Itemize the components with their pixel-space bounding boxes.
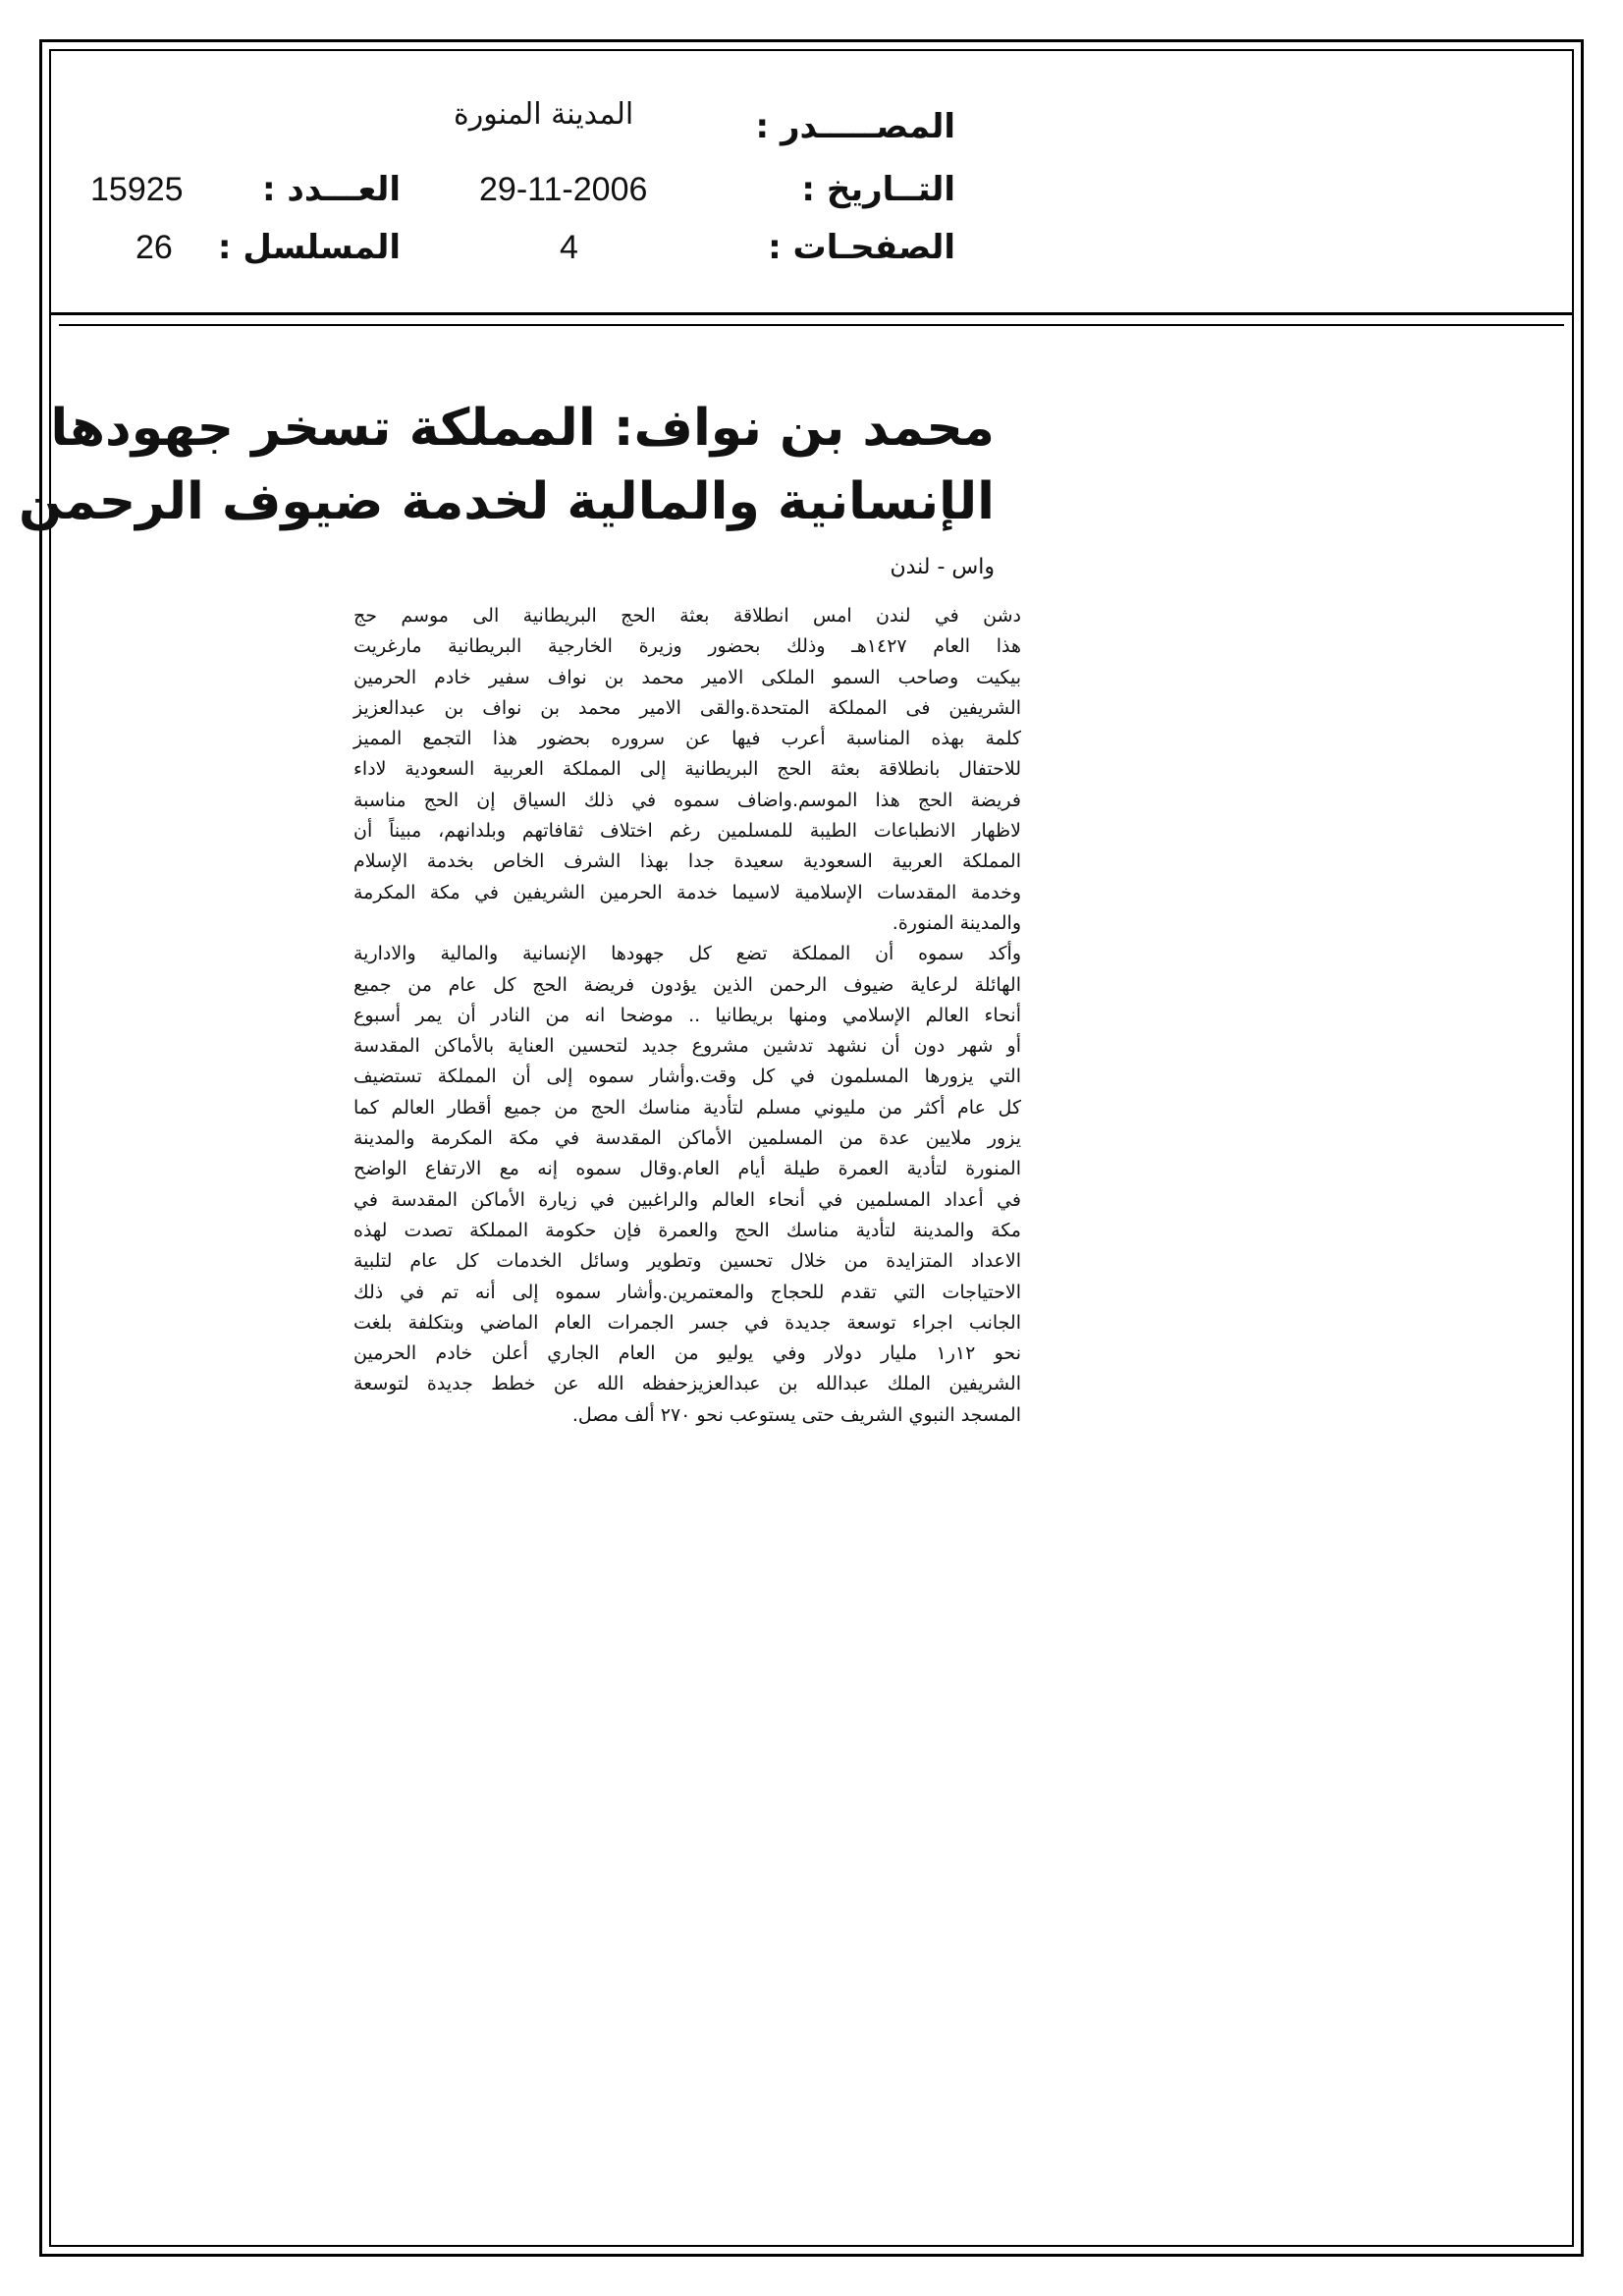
article-text-line: وخدمة المقدسات الإسلامية لاسيما خدمة الحرمين الشريفين في مكة المكرمة (353, 881, 1021, 903)
article-text-line: في أعداد المسلمين في أنحاء العالم والراغبين في زيارة الأماكن المقدسة في (353, 1188, 1021, 1211)
source-value: المدينة المنورة (454, 97, 634, 132)
article-text-line: لاظهار الانطباعات الطيبة للمسلمين رغم اختلاف ثقافاتهم وبلدانهم، مبيناً أن (353, 820, 1021, 843)
article-text-line: الجانب اجراء توسعة جديدة في جسر الجمرات العام الماضي وبتكلفة بلغت (353, 1311, 1021, 1334)
article-headline-line-1: محمد بن نواف: المملكة تسخر جهودها (50, 399, 995, 458)
serial-value: 26 (135, 229, 173, 266)
article-text-line: يزور ملايين عدة من المسلمين الأماكن المقدسة في مكة المكرمة والمدينة (353, 1127, 1021, 1150)
article-text-line: المسجد النبوي الشريف حتى يستوعب نحو ٢٧٠ ألف مصل. (571, 1403, 1021, 1426)
article-text-line: الشريفين الملك عبدالله بن عبدالعزيزحفظه الله عن خطط جديدة لتوسعة (353, 1373, 1021, 1395)
article-text-line: وأكد سموه أن المملكة تضع كل جهودها الإنسانية والمالية والادارية (353, 943, 1021, 965)
article-text-line: كلمة بهذه المناسبة أعرب فيها عن سروره بحضور هذا التجمع المميز (353, 728, 1021, 750)
article-body (353, 601, 1021, 1431)
serial-label: المسلسل : (217, 228, 401, 267)
pages-value: 4 (560, 229, 578, 266)
article-text-line: فريضة الحج هذا الموسم.واضاف سموه في ذلك السياق إن الحج مناسبة (353, 789, 1021, 811)
article-text-line: التي يزورها المسلمون في كل وقت.وأشار سموه إلى أن المملكة تستضيف (353, 1066, 1021, 1088)
article-text-line: والمدينة المنورة. (892, 911, 1021, 934)
article-text-line: مكة والمدينة لتأدية مناسك الحج والعمرة فإن حكومة المملكة تصدت لهذه (353, 1219, 1021, 1241)
article-text-line: الاحتياجات التي تقدم للحجاج والمعتمرين.وأشار سموه إلى أنه تم في ذلك (353, 1281, 1021, 1303)
article-text-line: الهائلة لرعاية ضيوف الرحمن الذين يؤدون فريضة الحج كل عام من جميع (353, 973, 1021, 996)
issue-value: 15925 (90, 171, 184, 208)
article-text-line: كل عام أكثر من مليوني مسلم لتأدية مناسك الحج من جميع أقطار العالم كما (353, 1096, 1021, 1119)
date-label: التــاريخ : (801, 170, 955, 209)
issue-label: العـــدد : (262, 170, 401, 209)
pages-label: الصفحـات : (768, 228, 955, 267)
header-divider (49, 312, 1574, 315)
article-text-line: بيكيت وصاحب السمو الملكى الامير محمد بن نواف سفير خادم الحرمين (353, 666, 1021, 688)
article-text-line: المنورة لتأدية العمرة طيلة أيام العام.وقال سموه إنه مع الارتفاع الواضح (353, 1158, 1021, 1180)
article-headline-line-2: الإنسانية والمالية لخدمة ضيوف الرحمن (19, 472, 995, 531)
article-text-line: دشن في لندن امس انطلاقة بعثة الحج البريطانية الى موسم حج (353, 605, 1021, 627)
article-text-line: المملكة العربية السعودية سعيدة جدا بهذا الشرف الخاص بخدمة الإسلام (353, 850, 1021, 873)
article-paragraph-2 (353, 939, 1021, 1431)
article-paragraph-1 (353, 601, 1021, 939)
article-text-line: الاعداد المتزايدة من خلال تحسين وتطوير وسائل الخدمات كل عام لتلبية (353, 1250, 1021, 1273)
article-text-line: الشريفين فى المملكة المتحدة.والقى الامير محمد بن نواف بن عبدالعزيز (353, 696, 1021, 719)
article-text-line: هذا العام ١٤٢٧هـ وذلك بحضور وزيرة الخارجية البريطانية مارغريت (353, 635, 1022, 658)
source-label: المصـــــدر : (755, 107, 955, 146)
article-text-line: أو شهر دون أن نشهد تدشين مشروع جديد لتحسين العناية بالأماكن المقدسة (353, 1035, 1021, 1058)
article-text-line: أنحاء العالم الإسلامي ومنها بريطانيا .. موضحا انه من النادر أن يمر أسبوع (353, 1004, 1021, 1026)
article-byline: واس - لندن (890, 555, 995, 579)
article-text-line: للاحتفال بانطلاقة بعثة الحج البريطانية إلى المملكة العربية السعودية لاداء (353, 758, 1021, 781)
article-text-line: نحو ١٢ر١ مليار دولار وفي يوليو من العام الجاري أعلن خادم الحرمين (353, 1342, 1021, 1365)
header-divider-inner (59, 324, 1564, 326)
date-value: 29-11-2006 (479, 171, 648, 208)
